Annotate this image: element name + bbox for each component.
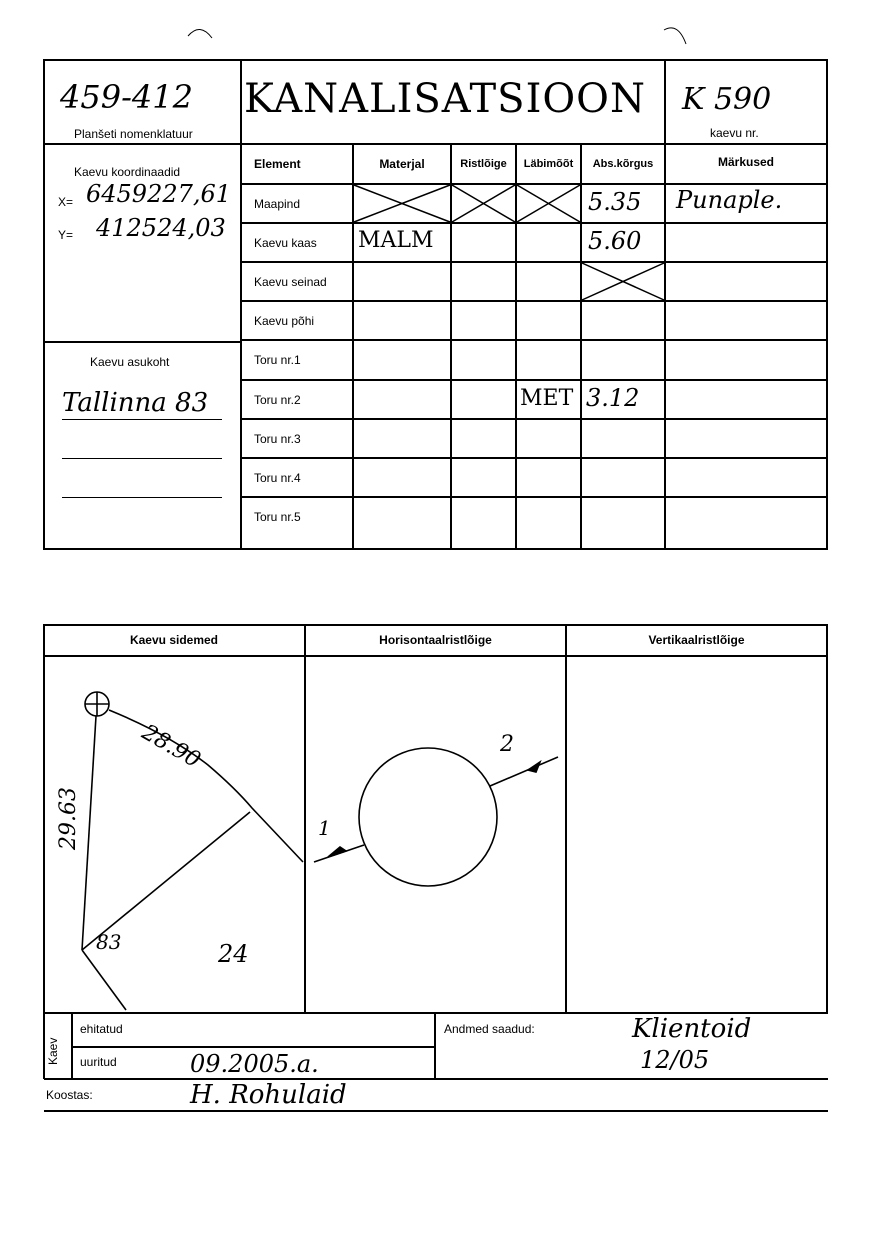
compiled-line [44, 1110, 828, 1112]
col-header-cross-section: Ristlõige [460, 158, 507, 170]
row-label-pipe-2: Toru nr.2 [254, 393, 301, 407]
page-title: KANALISATSIOON [244, 76, 646, 122]
inspected-value: 09.2005.a. [190, 1050, 319, 1078]
x-coordinate: 6459227,61 [86, 180, 232, 208]
x-label: X= [58, 195, 74, 209]
col-header-element: Element [254, 157, 301, 171]
row-label-pipe-3: Toru nr.3 [254, 432, 301, 446]
row-label-walls: Kaevu seinad [254, 275, 327, 289]
sketch-col-horizontal-label: Horisontaalristlõige [379, 633, 492, 647]
col-header-material: Materjal [379, 157, 425, 171]
ground-abs-height: 5.35 [588, 188, 642, 216]
row-label-pipe-4: Toru nr.4 [254, 471, 301, 485]
col-header-abs-height: Abs.kõrgus [592, 158, 654, 170]
col-header-diameter: Läbimõõt [523, 158, 574, 170]
coordinates-label: Kaevu koordinaadid [74, 165, 181, 179]
well-number-label: kaevu nr. [710, 126, 759, 140]
well-side-label: Kaev [46, 1037, 60, 1065]
distance-left-label: 29.63 [56, 787, 81, 850]
y-label: Y= [58, 228, 74, 242]
built-label: ehitatud [80, 1022, 123, 1036]
compiled-value: H. Rohulaid [190, 1080, 347, 1110]
row-label-ground: Maapind [254, 197, 301, 211]
y-coordinate: 412524,03 [96, 214, 226, 242]
footer-row-line [72, 1046, 434, 1048]
well-number: K 590 [682, 82, 772, 117]
sketch-col-vertical-label: Vertikaalristlõige [648, 633, 745, 647]
pipe-1-label: 1 [318, 816, 331, 840]
row-label-lid: Kaevu kaas [254, 236, 317, 250]
pipe-2-abs-height: 3.12 [586, 384, 640, 412]
lid-abs-height: 5.60 [588, 227, 642, 255]
col-header-notes: Märkused [717, 155, 775, 169]
area-label: 24 [218, 940, 249, 968]
pipe-2-label: 2 [500, 732, 514, 757]
sheet-label: Planšeti nomenklatuur [74, 127, 193, 141]
footer-middle-divider [434, 1014, 436, 1079]
distance-top-label: 28.90 [137, 720, 205, 774]
ground-notes: Punaple. [676, 186, 783, 214]
footer-bottom-line [44, 1078, 828, 1080]
location-value: Tallinna 83 [62, 388, 209, 418]
row-label-pipe-5: Toru nr.5 [254, 510, 301, 524]
pipe-2-diameter: MET [520, 386, 574, 411]
compiled-label: Koostas: [46, 1088, 93, 1102]
sheet-number: 459-412 [60, 78, 193, 116]
data-received-label: Andmed saadud: [444, 1022, 535, 1036]
corner-label: 83 [96, 930, 122, 954]
data-received-date: 12/05 [640, 1046, 710, 1074]
inspected-label: uuritud [80, 1055, 117, 1069]
row-label-pipe-1: Toru nr.1 [254, 353, 301, 367]
row-label-bottom: Kaevu põhi [254, 314, 315, 328]
lid-material: MALM [358, 228, 434, 253]
data-received-value: Klientoid [632, 1014, 752, 1044]
sketch-col-links-label: Kaevu sidemed [129, 633, 219, 647]
location-label: Kaevu asukoht [90, 355, 170, 369]
